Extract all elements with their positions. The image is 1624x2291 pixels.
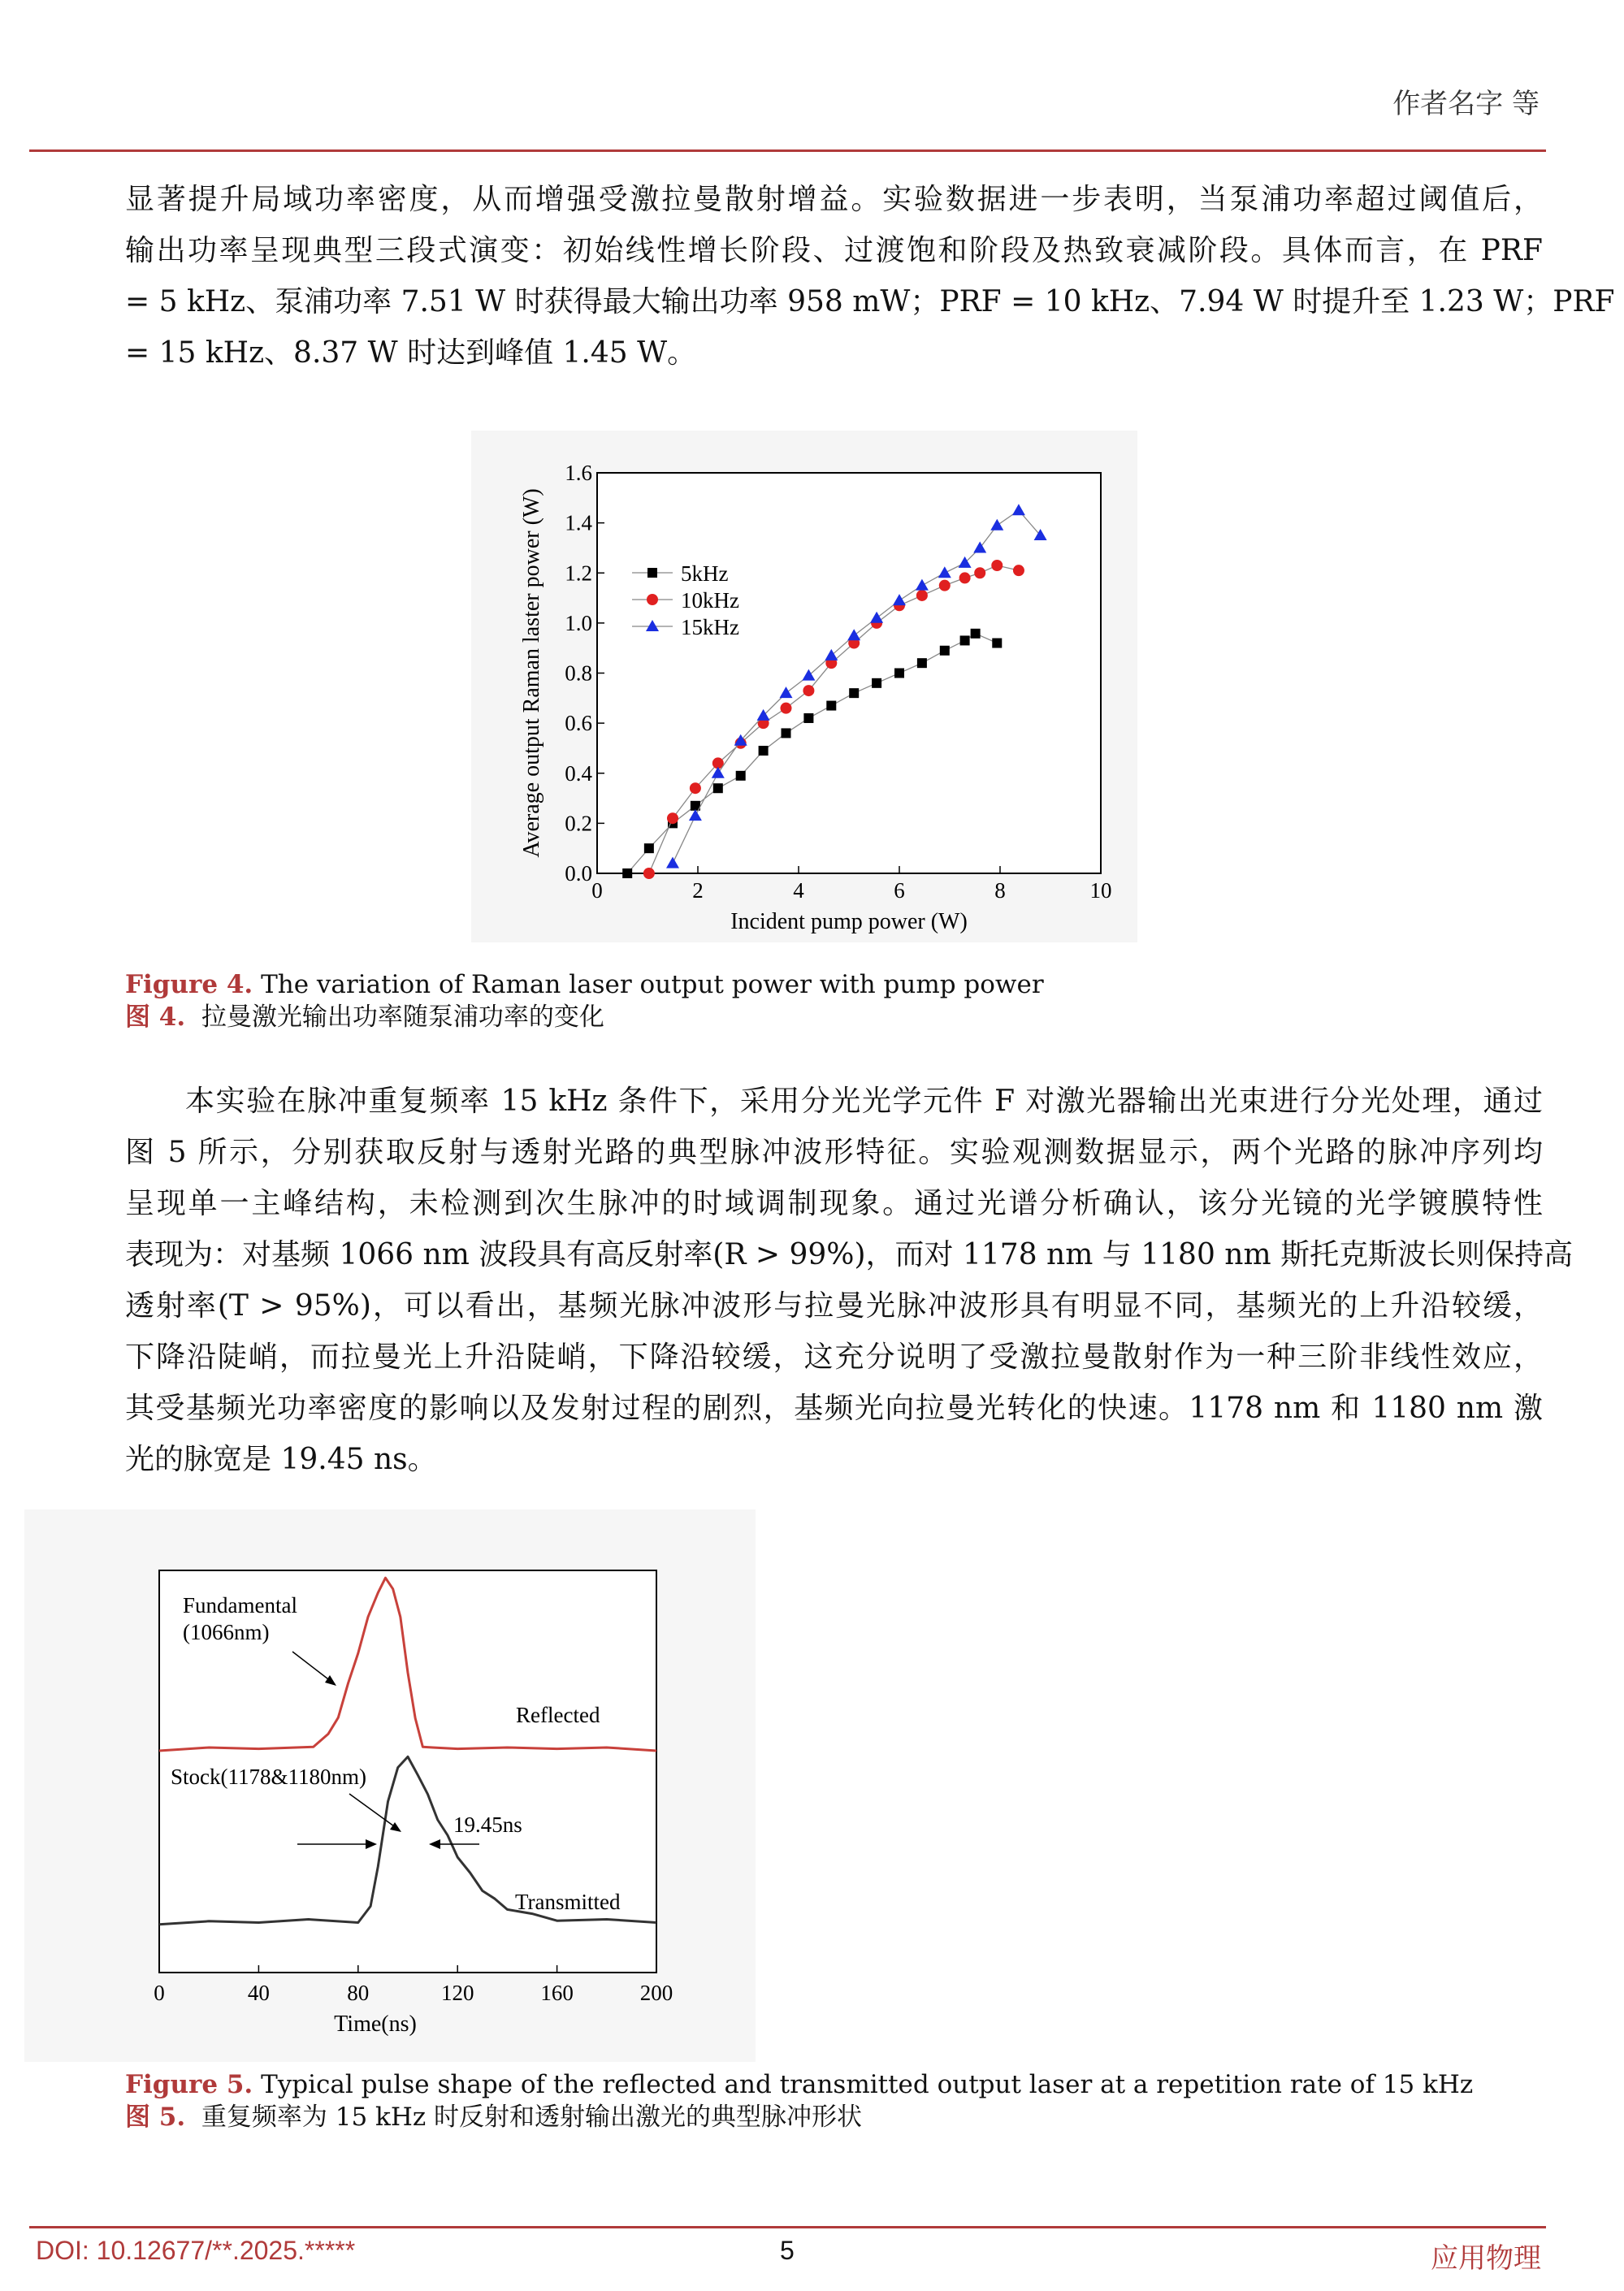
figure-5-label-zh: 图 5. [125,2103,186,2132]
x-tick-label: 80 [347,1981,370,2005]
data-point-5kHz [759,746,769,756]
annotation-fundamental-wavelength: (1066nm) [183,1620,270,1644]
x-axis-label: Incident pump power (W) [730,909,968,934]
footer-doi: DOI: 10.12677/**.2025.***** [36,2236,356,2265]
x-axis-label: Time(ns) [334,2012,417,2037]
paragraph-line: 透射率(T > 95%)，可以看出，基频光脉冲波形与拉曼光脉冲波形具有明显不同，基频光的上升沿较缓， [125,1289,1543,1323]
annotation-stock: Stock(1178&1180nm) [171,1765,366,1789]
y-tick-label: 1.0 [565,610,592,635]
legend-label: 5kHz [681,561,729,586]
data-point-5kHz [917,658,927,668]
legend-label: 15kHz [681,615,739,639]
figure-4-caption [125,968,1044,1033]
data-point-10kHz [916,590,928,601]
annotation-fundamental: Fundamental [183,1593,297,1618]
figure-5-caption-en: Typical pulse shape of the reflected and transmitted output laser at a repetition rate of 15 kHz [261,2070,1474,2099]
y-tick-label: 0.6 [565,711,592,736]
data-point-5kHz [736,771,746,781]
data-point-10kHz [643,868,655,879]
data-point-10kHz [803,685,814,696]
y-tick-label: 0.0 [565,861,592,886]
x-tick-label: 160 [540,1981,574,2005]
figure-5-caption [125,2068,1473,2133]
y-tick-label: 0.8 [565,660,592,686]
y-axis-label: Average output Raman laster power (W) [519,488,544,858]
data-point-5kHz [960,635,970,645]
figure-4-caption-en: The variation of Raman laser output power with pump power [261,970,1044,999]
data-point-10kHz [974,567,985,578]
paragraph-line: 表现为：对基频 1066 nm 波段具有高反射率(R > 99%)，而对 1178 nm 与 1180 nm 斯托克斯波长则保持高 [125,1238,1574,1271]
figure-5-caption-zh: 重复频率为 15 kHz 时反射和透射输出激光的典型脉冲形状 [201,2103,863,2132]
paragraph-line: = 15 kHz、8.37 W 时达到峰值 1.45 W。 [125,336,697,370]
figure-4-chart [471,431,1137,942]
annotation-transmitted: Transmitted [515,1890,621,1914]
data-point-5kHz [971,629,981,639]
x-tick-label: 120 [440,1981,474,2005]
data-point-5kHz [622,868,632,878]
data-point-5kHz [872,678,881,688]
annotation-reflected: Reflected [516,1703,600,1727]
paragraph-line: 其受基频光功率密度的影响以及发射过程的剧烈，基频光向拉曼光转化的快速。1178 nm 和 1180 nm 激 [125,1392,1543,1425]
x-tick-label: 10 [1089,878,1112,903]
figure-4-label-en: Figure 4. [125,970,253,999]
data-point-10kHz [690,782,701,794]
y-tick-label: 1.2 [565,561,592,586]
x-tick-label: 2 [692,878,704,903]
annotation-pulse-width: 19.45ns [453,1812,522,1837]
header-author: 作者名字 等 [1392,88,1540,120]
page-number: 5 [780,2236,795,2265]
figure-4-label-zh: 图 4. [125,1003,186,1032]
data-point-10kHz [959,572,971,583]
y-tick-label: 1.4 [565,510,592,535]
paragraph-line: = 5 kHz、泵浦功率 7.51 W 时获得最大输出功率 958 mW；PRF = 10 kHz、7.94 W 时提升至 1.23 W；PRF [125,285,1615,318]
y-tick-label: 0.4 [565,760,592,786]
y-tick-label: 0.2 [565,811,592,836]
paragraph-line: 光的脉宽是 19.45 ns。 [125,1443,437,1476]
figure-5-label-en: Figure 5. [125,2070,253,2099]
data-point-10kHz [991,560,1003,571]
legend-marker-10kHz [647,594,658,605]
data-point-5kHz [940,646,950,656]
legend-marker-5kHz [647,568,657,578]
header-rule [29,149,1546,152]
paragraph-line: 显著提升局域功率密度，从而增强受激拉曼散射增益。实验数据进一步表明，当泵浦功率超过阈值后， [125,183,1543,216]
x-tick-label: 40 [247,1981,270,2005]
paragraph-line: 下降沿陡峭，而拉曼光上升沿陡峭，下降沿较缓，这充分说明了受激拉曼散射作为一种三阶非线性效应， [125,1340,1543,1374]
data-point-5kHz [644,843,654,853]
x-tick-label: 200 [639,1981,673,2005]
figure-5-chart [24,1509,756,2062]
data-point-10kHz [781,703,792,714]
body-paragraph-2 [125,1076,1574,1485]
y-tick-label: 1.6 [565,461,592,485]
x-tick-label: 6 [894,878,905,903]
paragraph-line: 呈现单一主峰结构，未检测到次生脉冲的时域调制现象。通过光谱分析确认，该分光镜的光学镀膜特性 [125,1187,1543,1220]
x-tick-label: 8 [994,878,1006,903]
data-point-10kHz [939,580,951,591]
x-tick-label: 0 [154,1981,165,2005]
data-point-5kHz [849,688,859,698]
paragraph-line: 图 5 所示，分别获取反射与透射光路的典型脉冲波形特征。实验观测数据显示，两个光路的脉冲序列均 [125,1136,1543,1169]
data-point-5kHz [713,783,723,793]
body-paragraph-1 [125,174,1615,379]
x-tick-label: 0 [591,878,603,903]
data-point-10kHz [667,812,678,824]
data-point-10kHz [1013,565,1024,576]
paragraph-line: 本实验在脉冲重复频率 15 kHz 条件下，采用分光光学元件 F 对激光器输出光束进行分光处理，通过 [185,1085,1543,1118]
data-point-5kHz [803,713,813,723]
journal-name: 应用物理 [1431,2242,1541,2275]
legend-label: 10kHz [681,588,739,613]
paragraph-line: 输出功率呈现典型三段式演变：初始线性增长阶段、过渡饱和阶段及热致衰减阶段。具体而言，在 PRF [125,234,1543,267]
figure-4-caption-zh: 拉曼激光输出功率随泵浦功率的变化 [201,1003,604,1032]
data-point-5kHz [992,639,1002,648]
data-point-5kHz [894,669,904,678]
data-point-5kHz [826,701,836,711]
x-tick-label: 4 [793,878,804,903]
footer-rule [29,2226,1546,2228]
data-point-5kHz [782,728,791,738]
